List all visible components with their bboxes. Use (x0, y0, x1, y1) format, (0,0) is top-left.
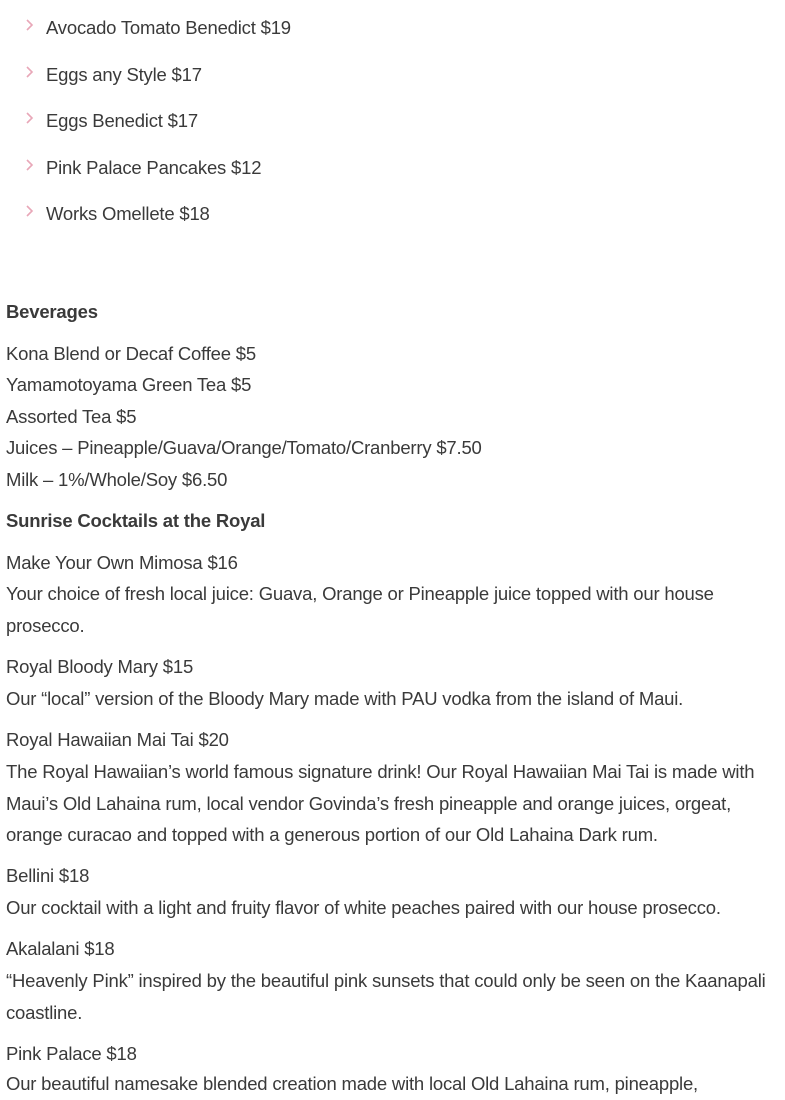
beverage-item: Kona Blend or Decaf Coffee $5 (6, 343, 256, 364)
list-item (0, 60, 600, 90)
beverage-item: Juices – Pineapple/Guava/Orange/Tomato/Cranberry $7.50 (6, 437, 482, 458)
list-item-label: Avocado Tomato Benedict $19 (46, 17, 291, 38)
cocktail-name: Royal Hawaiian Mai Tai $20 (6, 729, 229, 750)
cocktail-name: Make Your Own Mimosa $16 (6, 552, 238, 573)
list-item (0, 153, 600, 183)
cocktail-description: Your choice of fresh local juice: Guava, Orange or Pineapple juice topped with our house prosecco. (6, 583, 714, 636)
beverage-item: Assorted Tea $5 (6, 406, 137, 427)
cocktail-description: “Heavenly Pink” inspired by the beautiful pink sunsets that could only be seen on the Kaanapali coastline. (6, 970, 766, 1023)
cocktails-heading: Sunrise Cocktails at the Royal (6, 510, 266, 531)
list-item-label: Pink Palace Pancakes $12 (46, 157, 262, 178)
cocktail-description: Our cocktail with a light and fruity flavor of white peaches paired with our house prosecco. (6, 897, 721, 918)
chevron-right-icon (23, 63, 37, 81)
list-item (0, 13, 600, 43)
cocktail-description: Our beautiful namesake blended creation made with local Old Lahaina rum, pineapple, (6, 1073, 698, 1094)
cocktail-description: Our “local” version of the Bloody Mary made with PAU vodka from the island of Maui. (6, 688, 684, 709)
chevron-right-icon (23, 109, 37, 127)
list-item-label: Eggs any Style $17 (46, 64, 202, 85)
list-item-label: Eggs Benedict $17 (46, 110, 198, 131)
cocktail-name: Akalalani $18 (6, 938, 115, 959)
beverage-item: Yamamotoyama Green Tea $5 (6, 374, 252, 395)
cocktail-name: Royal Bloody Mary $15 (6, 656, 194, 677)
list-item (0, 106, 600, 136)
list-item (0, 199, 600, 229)
cocktail-name: Bellini $18 (6, 865, 90, 886)
cocktail-name: Pink Palace $18 (6, 1043, 137, 1064)
chevron-right-icon (23, 16, 37, 34)
cocktail-description: The Royal Hawaiian’s world famous signature drink! Our Royal Hawaiian Mai Tai is made with Maui’s Old Lahaina rum, local vendor Govinda’s fresh pineapple and orange juices, orgeat, orange curacao and topped with a generous portion of our Old Lahaina Dark rum. (6, 761, 755, 845)
chevron-right-icon (23, 156, 37, 174)
chevron-right-icon (23, 202, 37, 220)
beverages-heading: Beverages (6, 301, 98, 322)
beverage-item: Milk – 1%/Whole/Soy $6.50 (6, 469, 228, 490)
list-item-label: Works Omellete $18 (46, 203, 210, 224)
